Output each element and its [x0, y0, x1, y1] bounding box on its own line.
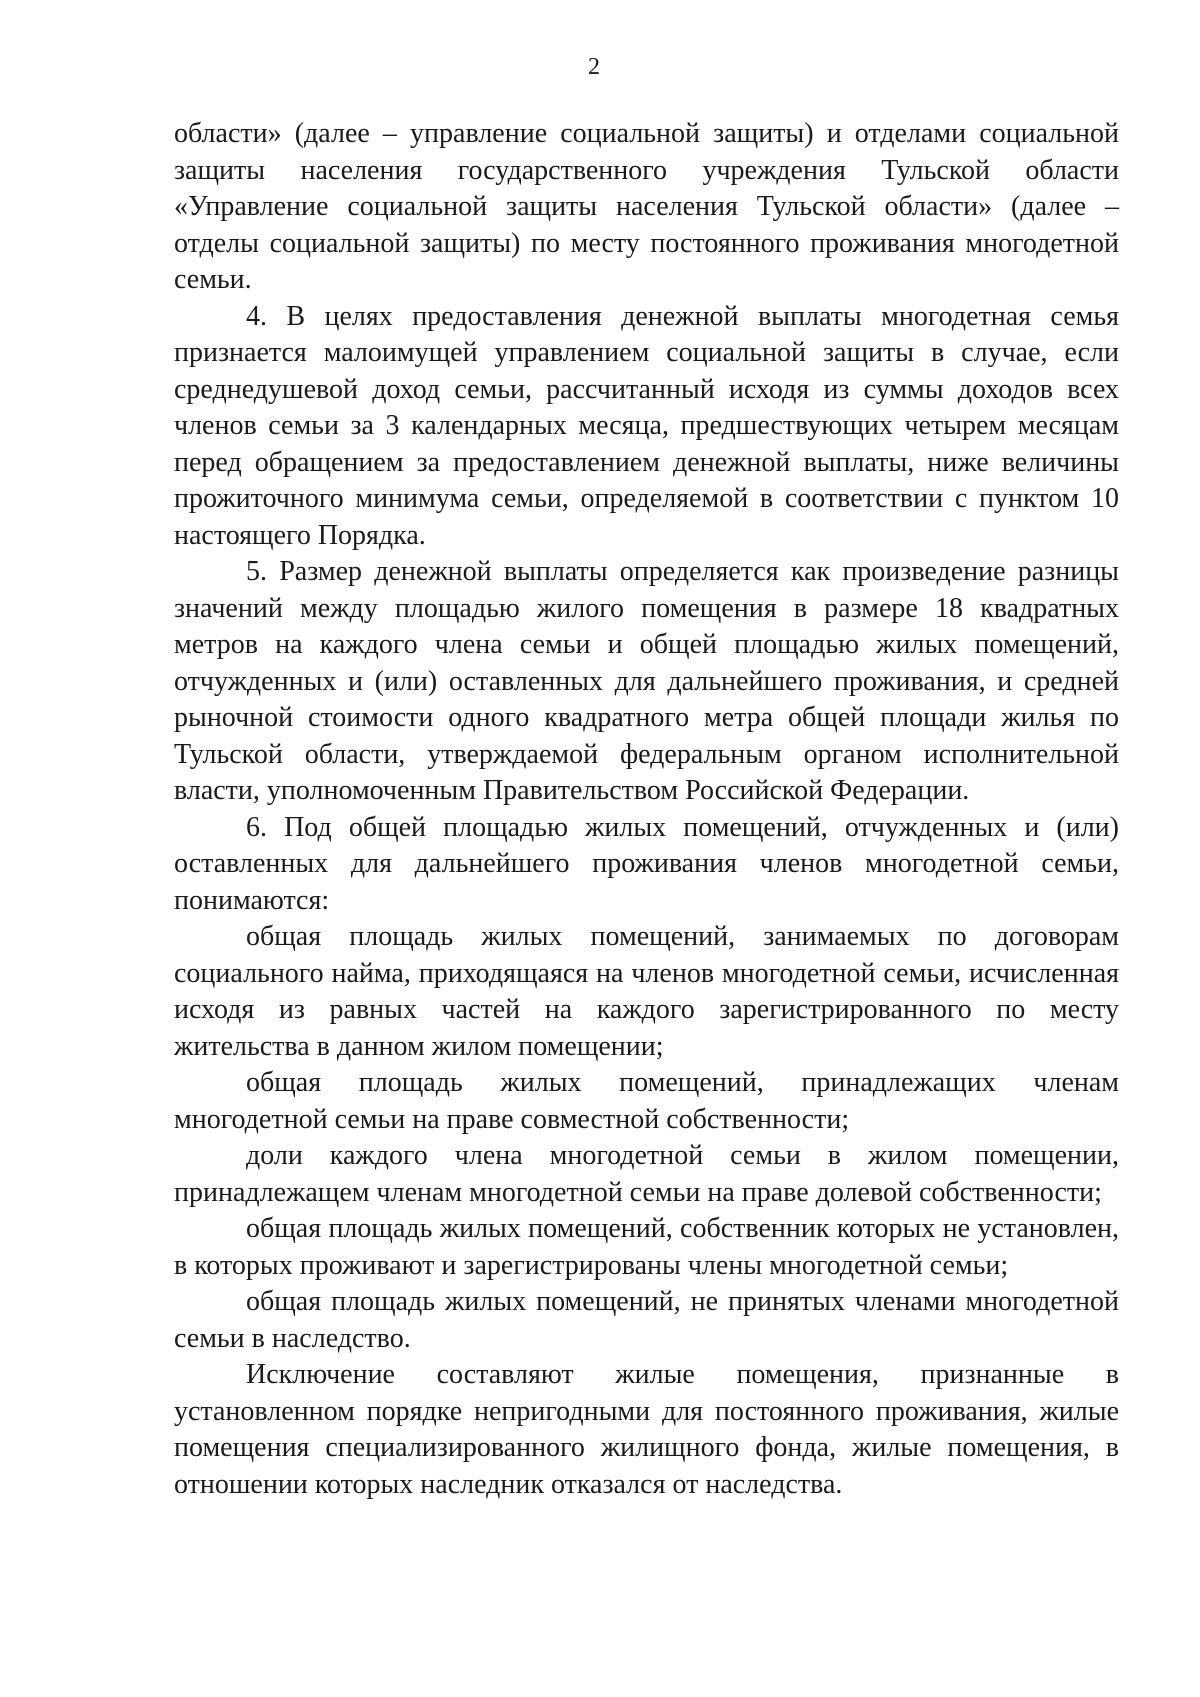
paragraph-item-4: 4. В целях предоставления денежной выплаты многодетная семья признается малоимущей управлением социальной защиты в случае, если среднедушевой доход семьи, рассчитанный исходя из суммы доходов всех членов семьи за 3 календарных месяца, предшествующих четырем месяцам перед обращением за предоставлением денежной выплаты, ниже величины прожиточного минимума семьи, определяемой в соответствии с пунктом 10 настоящего Порядка. — [174, 300, 1119, 551]
page-number: 2 — [588, 54, 600, 80]
list-item-inheritance-area: общая площадь жилых помещений, не принятых членами многодетной семьи в наследство. — [174, 1286, 1119, 1354]
paragraph-item-5: 5. Размер денежной выплаты определяется как произведение разницы значений между площадью жилого помещения в размере 18 квадратных метров на каждого члена семьи и общей площадью жилых помещений, отчужденных и (или) оставленных для дальнейшего проживания, и средней рыночной стоимости одного квадратного метра общей площади жилья по Тульской области, утверждаемой федеральным органом исполнительной власти, уполномоченным Правительством Российской Федерации. — [174, 556, 1119, 806]
list-item-unknown-owner-area: общая площадь жилых помещений, собственник которых не установлен, в которых проживают и зарегистрированы члены многодетной семьи; — [174, 1213, 1119, 1281]
list-item-joint-ownership-area: общая площадь жилых помещений, принадлежащих членам многодетной семьи на праве совместной собственности; — [174, 1067, 1119, 1135]
paragraph-continuation: области» (далее – управление социальной защиты) и отделами социальной защиты населения государственного учреждения Тульской области «Управление социальной защиты населения Тульской области» (далее – отделы социальной защиты) по месту постоянного проживания многодетной семьи. — [174, 118, 1119, 295]
paragraph-exceptions: Исключение составляют жилые помещения, признанные в установленном порядке непригодными для постоянного проживания, жилые помещения специализированного жилищного фонда, жилые помещения, в отношении которых наследник отказался от наследства. — [174, 1359, 1119, 1500]
document-body — [174, 116, 1119, 1503]
list-item-shared-ownership-shares: доли каждого члена многодетной семьи в жилом помещении, принадлежащем членам многодетной семьи на праве долевой собственности; — [174, 1140, 1119, 1208]
list-item-social-rent-area: общая площадь жилых помещений, занимаемых по договорам социального найма, приходящаяся на членов многодетной семьи, исчисленная исходя из равных частей на каждого зарегистрированного по месту жительства в данном жилом помещении; — [174, 921, 1119, 1062]
paragraph-item-6: 6. Под общей площадью жилых помещений, отчужденных и (или) оставленных для дальнейшего проживания членов многодетной семьи, понимаются: — [174, 811, 1119, 916]
